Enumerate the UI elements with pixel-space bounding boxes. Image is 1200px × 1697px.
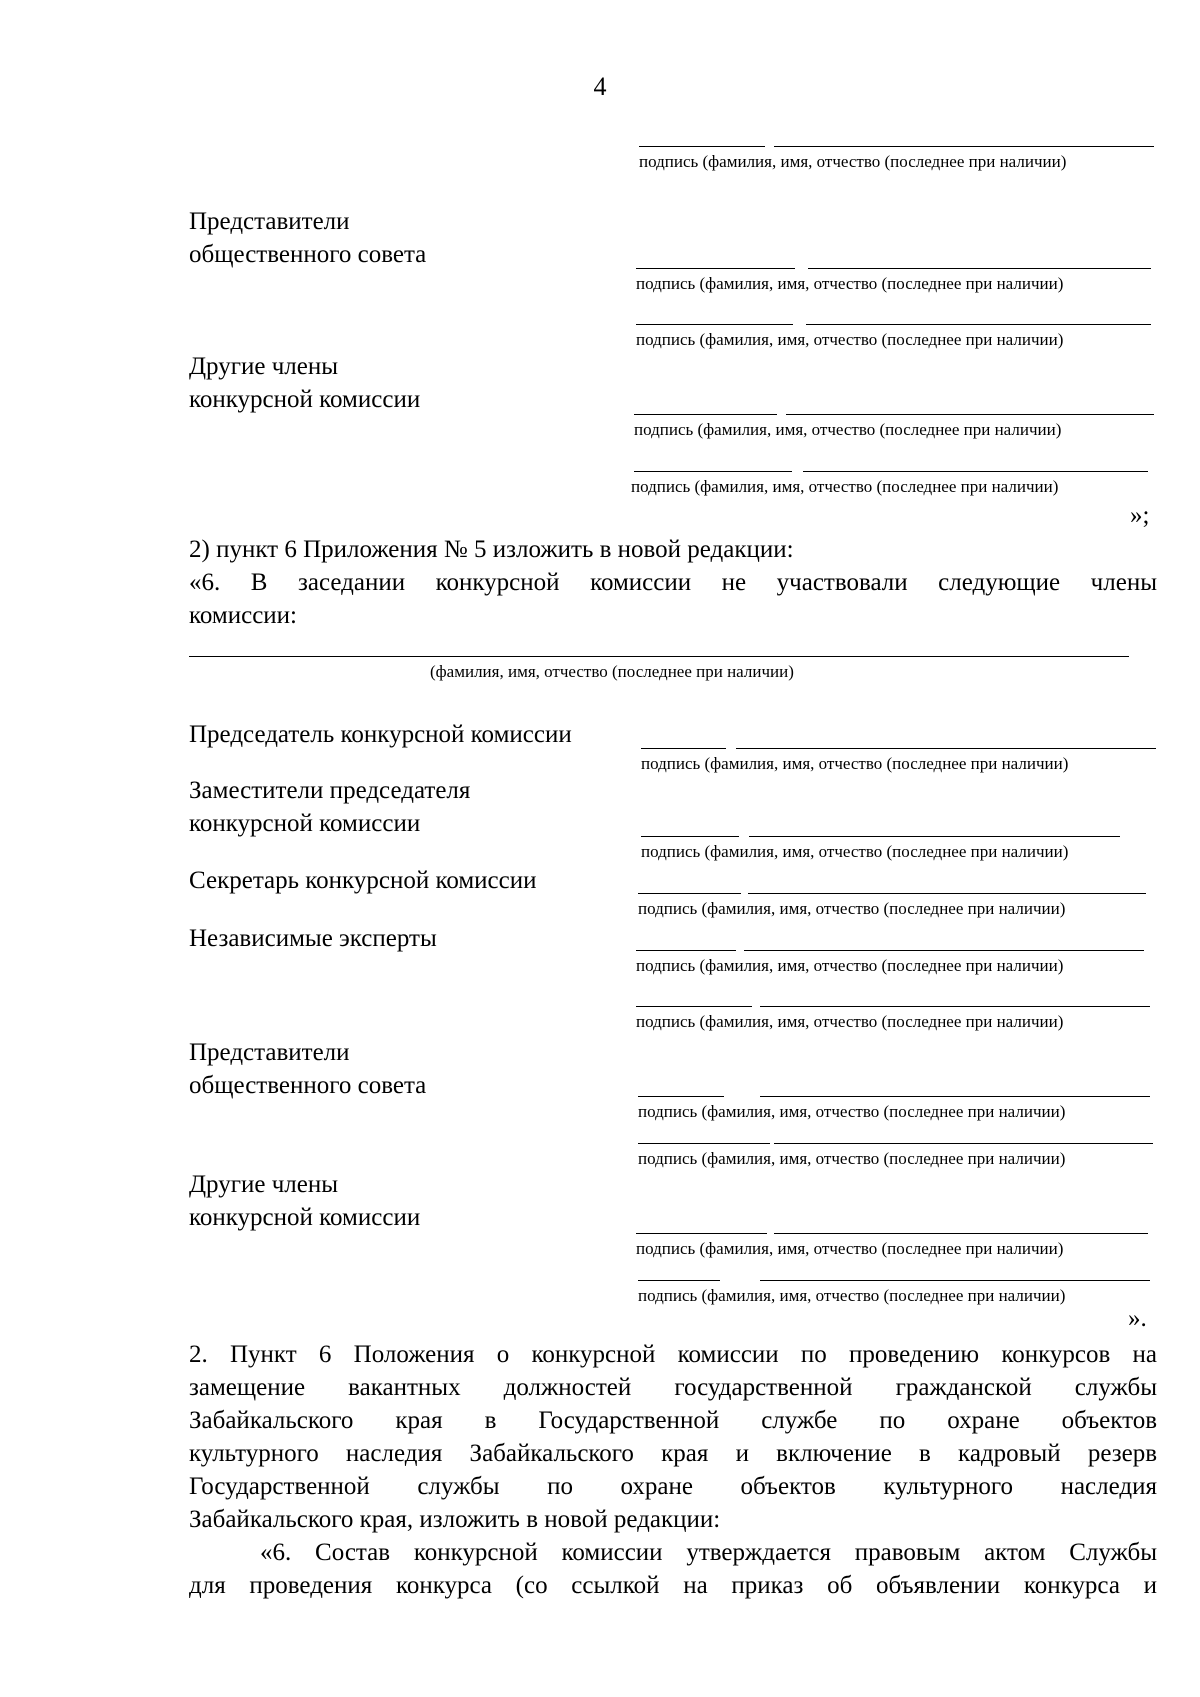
name-line [736, 748, 1156, 749]
signature-line [636, 1233, 767, 1234]
signature-caption: подпись (фамилия, имя, отчество (последнее при наличии) [631, 477, 1059, 496]
label-deputies [189, 774, 470, 840]
signature-line [638, 1096, 724, 1097]
label-other-members [189, 350, 420, 416]
name-line [760, 1096, 1150, 1097]
label-line: Заместители председателя [189, 777, 471, 804]
signature-line [638, 1280, 720, 1281]
signature-block [641, 836, 1156, 882]
signature-line [636, 268, 795, 269]
name-line [803, 471, 1148, 472]
item2-paragraph-line [189, 599, 1157, 632]
text-line: 2. Пункт 6 Положения о конкурсной комиссии по проведению конкурсов на [189, 1341, 1157, 1368]
signature-caption: подпись (фамилия, имя, отчество (последнее при наличии) [636, 330, 1064, 349]
text-line: культурного наследия Забайкальского края и включение в кадровый резерв [189, 1440, 1157, 1467]
signature-caption: подпись (фамилия, имя, отчество (последнее при наличии) [639, 152, 1067, 171]
name-line [774, 146, 1154, 147]
signature-line [641, 748, 726, 749]
signature-line [636, 324, 793, 325]
closing-quote: »; [1130, 502, 1150, 529]
label-line: Другие члены [189, 353, 339, 380]
label-line: конкурсной комиссии [189, 1204, 421, 1231]
signature-caption: подпись (фамилия, имя, отчество (последнее при наличии) [638, 899, 1066, 918]
item2-paragraph-line [189, 566, 1157, 599]
text-line: замещение вакантных должностей государственной гражданской службы [189, 1374, 1157, 1401]
name-line [774, 1233, 1148, 1234]
signature-caption: подпись (фамилия, имя, отчество (последнее при наличии) [636, 1239, 1064, 1258]
signature-line [638, 893, 741, 894]
signature-line [639, 146, 765, 147]
signature-block [636, 268, 1151, 314]
text-line: «6. Состав конкурсной комиссии утверждается правовым актом Службы [260, 1539, 1157, 1566]
name-line [744, 950, 1144, 951]
signature-block [636, 950, 1156, 996]
signature-line [636, 950, 736, 951]
signature-block [636, 1006, 1151, 1052]
signature-caption: подпись (фамилия, имя, отчество (последнее при наличии) [636, 274, 1064, 293]
signature-caption: подпись (фамилия, имя, отчество (последнее при наличии) [641, 842, 1069, 861]
paragraph-point-2 [189, 1338, 1157, 1536]
label-line: общественного совета [189, 241, 427, 268]
text-line: «6. В заседании конкурсной комиссии не участвовали следующие члены [189, 569, 1157, 596]
label-chairman: Председатель конкурсной комиссии [189, 721, 572, 748]
page-number: 4 [593, 72, 607, 101]
label-line: Представители [189, 208, 350, 235]
signature-block [634, 414, 1154, 460]
text-line: Государственной службы по охране объектов культурного наследия [189, 1473, 1157, 1500]
label-line: конкурсной комиссии [189, 386, 421, 413]
name-line [808, 268, 1151, 269]
signature-line [636, 1006, 752, 1007]
signature-caption: подпись (фамилия, имя, отчество (последнее при наличии) [638, 1102, 1066, 1121]
paragraph-point-6 [189, 1536, 1157, 1602]
label-public-council [189, 205, 426, 271]
name-line [760, 1006, 1150, 1007]
signature-line [641, 836, 739, 837]
name-line [786, 414, 1154, 415]
signature-line [634, 471, 792, 472]
name-line [760, 1280, 1150, 1281]
signature-block [641, 748, 1156, 794]
label-public-council [189, 1036, 426, 1102]
name-line [806, 324, 1151, 325]
name-line [774, 1143, 1153, 1144]
absent-members-caption: (фамилия, имя, отчество (последнее при наличии) [430, 662, 794, 681]
signature-block [638, 1096, 1153, 1142]
signature-block [636, 1233, 1151, 1279]
text-line: 2) пункт 6 Приложения № 5 изложить в новой редакции: [189, 536, 794, 563]
label-experts: Независимые эксперты [189, 925, 437, 952]
signature-line [638, 1143, 770, 1144]
text-line: для проведения конкурса (со ссылкой на приказ об объявлении конкурса и [189, 1572, 1157, 1599]
label-other-members [189, 1168, 420, 1234]
signature-line [634, 414, 777, 415]
label-line: Представители [189, 1039, 350, 1066]
signature-caption: подпись (фамилия, имя, отчество (последнее при наличии) [636, 1012, 1064, 1031]
label-line: конкурсной комиссии [189, 810, 421, 837]
signature-caption: подпись (фамилия, имя, отчество (последнее при наличии) [638, 1286, 1066, 1305]
signature-block [631, 471, 1151, 517]
text-line: Забайкальского края в Государственной службе по охране объектов [189, 1407, 1157, 1434]
label-line: общественного совета [189, 1072, 427, 1099]
signature-caption: подпись (фамилия, имя, отчество (последнее при наличии) [641, 754, 1069, 773]
name-line [749, 836, 1120, 837]
closing-quote: ». [1128, 1305, 1147, 1332]
signature-caption: подпись (фамилия, имя, отчество (последнее при наличии) [634, 420, 1062, 439]
absent-members-line [189, 656, 1129, 657]
signature-block [638, 1143, 1153, 1189]
signature-caption: подпись (фамилия, имя, отчество (последнее при наличии) [638, 1149, 1066, 1168]
signature-caption: подпись (фамилия, имя, отчество (последнее при наличии) [636, 956, 1064, 975]
label-line: Другие члены [189, 1171, 339, 1198]
text-line: комиссии: [189, 602, 297, 629]
item2-paragraph [189, 533, 1157, 566]
label-secretary: Секретарь конкурсной комиссии [189, 867, 537, 894]
signature-block [638, 893, 1153, 939]
signature-block [636, 324, 1151, 370]
signature-block [638, 1280, 1153, 1326]
text-line: Забайкальского края, изложить в новой редакции: [189, 1506, 721, 1533]
signature-block [639, 146, 1154, 192]
name-line [748, 893, 1146, 894]
